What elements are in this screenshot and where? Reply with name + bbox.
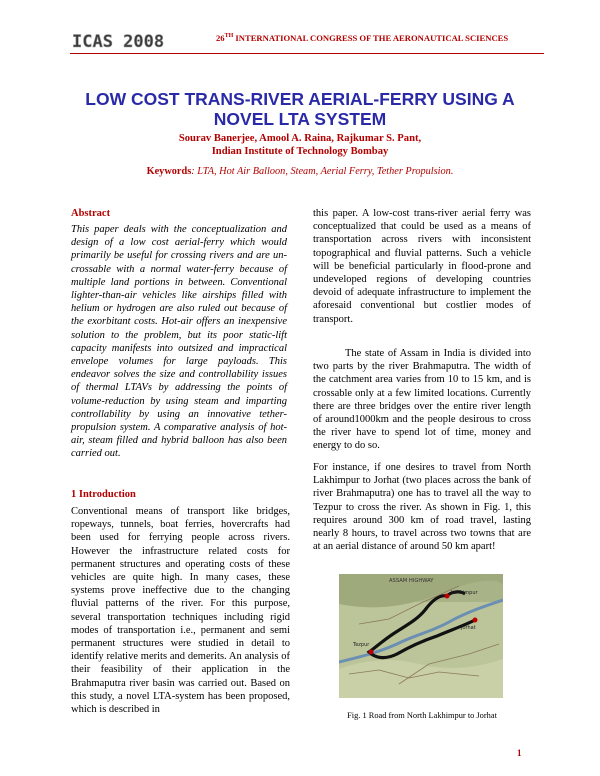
keywords-line <box>60 166 540 177</box>
congress-suffix: TH <box>224 33 234 40</box>
congress-number: 26 <box>216 33 225 43</box>
logo-text: ICAS 2008 <box>72 32 165 51</box>
header-divider <box>70 53 544 54</box>
abstract-text: This paper deals with the conceptualization and design of a low cost aerial-ferry which would primarily be useful for crossing rivers and are un-crossable with a normal water-ferry because of multiple land portions in between. Conventional lighter-than-air vehicles like airships filled with helium or hydrogen are also ruled out because of the exorbitant costs. Hot-air offers an inexpensive solution to the problem, but its poor static-lift capacity manifests into outsized and impractical envelope volumes for large payloads. This endeavor solves the size and controllability issues of thermal LTAVs by addressing the points of volume-reduction by using steam and imparting controllability by using an innovative tether-propulsion system. A comparative analysis of hot-air, steam filled and hybrid balloon has also been carried out. <box>71 224 287 460</box>
right-paragraph-1: this paper. A low-cost trans-river aerial ferry was conceptualized that could be used as a means of transportation across rivers with inconsistent topographical and fluvial patterns. Such a vehicle will be beneficial particularly in flood-prone and undeveloped regions of developing countries devoid of adequate infrastructure to implement the aforesaid conventional but costlier modes of transport. <box>313 208 531 325</box>
keywords-text: : LTA, Hot Air Balloon, Steam, Aerial Ferry, Tether Propulsion. <box>191 166 454 177</box>
author-block <box>60 132 540 158</box>
marker-lakhimpur <box>445 594 450 599</box>
map-label-tezpur: Tezpur <box>353 642 370 648</box>
title-line-2: NOVEL LTA SYSTEM <box>213 109 387 129</box>
abstract-heading: Abstract <box>71 208 111 219</box>
map-label-lakhimpur: Lakhimpur <box>451 590 478 596</box>
congress-header <box>216 33 556 43</box>
introduction-text: Conventional means of transport like bridges, ropeways, tunnels, boat ferries, hovercrafts had been used for ferrying people across rivers. However the infrastructure related costs for permanent structures and operating costs of these vehicles are quite high. In many cases, these systems prove ineffective due to the changing fluvial patterns of the river. For this purpose, several transportation techniques including rigid modes of transportation i.e., permanent and semi permanent structures were studied in detail to identify relative merits and demerits. An analysis of their feasibility of their application in the Brahmaputra river basin was carried out. Based on this study, a novel LTA-system has been proposed, which is described in <box>71 506 290 716</box>
figure-caption: Fig. 1 Road from North Lakhimpur to Jorhat <box>347 711 497 720</box>
marker-jorhat <box>473 618 478 623</box>
congress-name: INTERNATIONAL CONGRESS OF THE AERONAUTICAL SCIENCES <box>233 33 509 43</box>
page-number: 1 <box>517 748 522 758</box>
map-label-jorhat: Jorhat <box>461 625 476 631</box>
icas-logo <box>70 31 198 51</box>
keywords-label: Keywords <box>146 166 192 177</box>
author-names: Sourav Banerjee, Amool A. Raina, Rajkumar S. Pant, <box>178 133 422 144</box>
paper-title <box>60 89 540 129</box>
map-title: ASSAM HIGHWAY <box>389 578 434 584</box>
right-paragraph-3: For instance, if one desires to travel from North Lakhimpur to Jorhat (two places across the bank of river Brahmaputra) one has to travel all the way to Tezpur to cross the river. As shown in Fig. 1, this requires around 300 km of road travel, lasting nearly 8 hours, to travel across two towns that are at an aerial distance of around 50 km apart! <box>313 462 531 553</box>
title-line-1: LOW COST TRANS-RIVER AERIAL-FERRY USING A <box>85 89 515 109</box>
marker-tezpur <box>369 650 374 655</box>
author-affiliation: Indian Institute of Technology Bombay <box>211 146 389 157</box>
introduction-heading: 1 Introduction <box>71 489 136 500</box>
route-map-figure <box>339 574 503 698</box>
right-paragraph-2: The state of Assam in India is divided into two parts by the river Brahmaputra. The width of the catchment area varies from 10 to 15 km, and is crossable only at a few limited locations. Currently there are three bridges over the entire river length of around1000km and the people desirous to cross the river have to spend lot of time, money and energy to do so. <box>313 348 531 452</box>
